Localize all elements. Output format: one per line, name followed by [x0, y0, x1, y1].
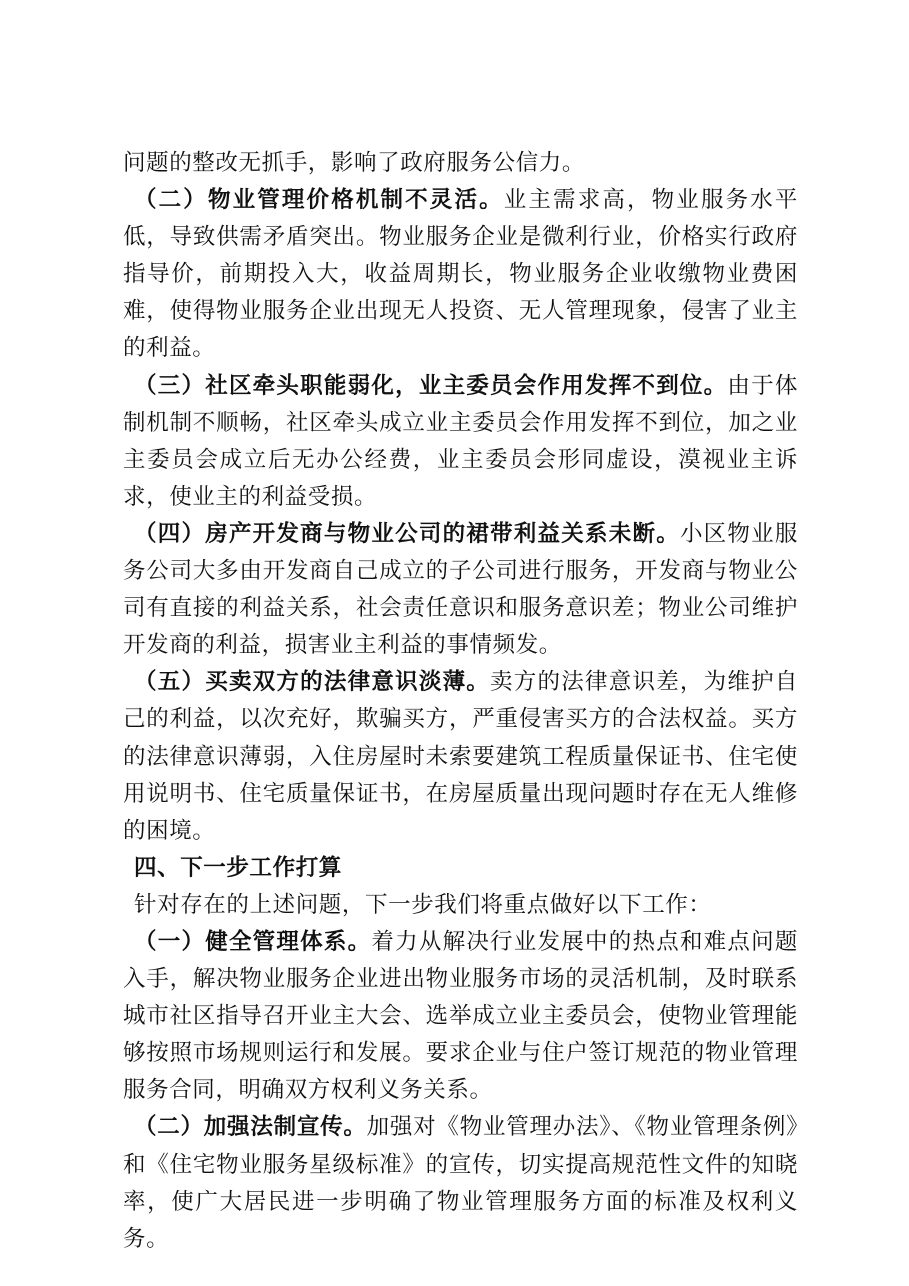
paragraph-text: 卖方的法律意识差，为维护自己的利益，以次充好，欺骗买方，严重侵害买方的合法权益。买方的法律意识薄弱，入住房屋时未索要建筑工程质量保证书、住宅使用说明书、住宅质量保证书，在房屋质量出现问题时存在无人维修的困境。 — [123, 669, 798, 844]
paragraph-lead: （二）物业管理价格机制不灵活。 — [134, 187, 504, 214]
paragraph-lead: （二）加强法制宣传。 — [134, 1114, 367, 1141]
paragraph-developer-relation — [123, 516, 798, 664]
paragraph-legal-publicity — [123, 1109, 798, 1257]
paragraph-lead: （四）房产开发商与物业公司的裙带利益关系未断。 — [134, 520, 680, 547]
paragraph-text: 针对存在的上述问题，下一步我们将重点做好以下工作： — [134, 891, 712, 918]
paragraph-community-role — [123, 368, 798, 516]
paragraph-text: 加强对《物业管理办法》、《物业管理条例》和《住宅物业服务星级标准》的宣传，切实提高规范性文件的知晓率，使广大居民进一步明确了物业管理服务方面的标准及权利义务。 — [123, 1114, 798, 1252]
paragraph-management-system — [123, 924, 798, 1109]
paragraph-text: 问题的整改无抓手，影响了政府服务公信力。 — [123, 150, 586, 176]
paragraph-text: 由于体制机制不顺畅，社区牵头成立业主委员会作用发挥不到位，加之业主委员会成立后无办公经费，业主委员会形同虚设，漠视业主诉求，使业主的利益受损。 — [123, 372, 798, 510]
paragraph-legal-awareness — [123, 664, 798, 849]
paragraph-price-mechanism — [123, 182, 798, 367]
paragraph-lead: （三）社区牵头职能弱化，业主委员会作用发挥不到位。 — [134, 372, 728, 399]
paragraph-text: 业主需求高，物业服务水平低，导致供需矛盾突出。物业服务企业是微利行业，价格实行政府指导价，前期投入大，收益周期长，物业服务企业收缴物业费困难，使得物业服务企业出现无人投资、无人管理现象，侵害了业主的利益。 — [123, 187, 798, 362]
paragraph-text: 着力从解决行业发展中的热点和难点问题入手，解决物业服务企业进出物业服务市场的灵活机制，及时联系城市社区指导召开业主大会、选举成立业主委员会，使物业管理能够按照市场规则运行和发展。要求企业与住户签订规范的物业管理服务合同，明确双方权利义务关系。 — [123, 928, 798, 1104]
paragraph-lead: （一）健全管理体系。 — [134, 928, 372, 955]
paragraph-continuation — [123, 145, 798, 182]
document-body — [123, 145, 798, 1258]
paragraph-intro — [123, 887, 798, 924]
paragraph-lead: （五）买卖双方的法律意识淡薄。 — [134, 669, 491, 696]
section-heading: 四、下一步工作打算 — [134, 854, 342, 881]
paragraph-text: 小区物业服务公司大多由开发商自己成立的子公司进行服务，开发商与物业公司有直接的利益关系，社会责任意识和服务意识差；物业公司维护开发商的利益，损害业主利益的事情频发。 — [123, 520, 798, 659]
